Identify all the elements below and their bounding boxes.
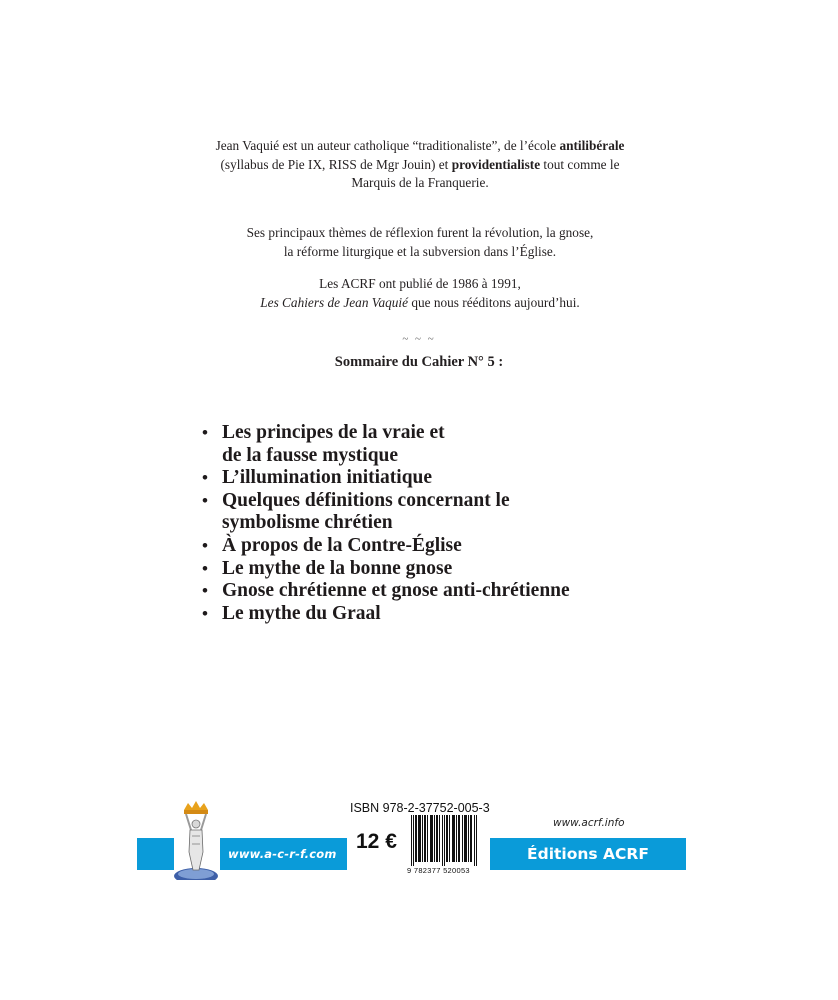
- toc-item-text: de la fausse mystique: [222, 444, 399, 466]
- publisher-name: Éditions ACRF: [527, 845, 649, 863]
- toc-item-text: À propos de la Contre-Église: [222, 534, 462, 556]
- bold-providentialiste: providentialiste: [451, 156, 541, 172]
- toc-item: [200, 490, 680, 535]
- toc-item-text: Les principes de la vraie et: [222, 422, 445, 443]
- toc-item-text: Gnose chrétienne et gnose anti-chrétienne: [222, 580, 570, 602]
- toc-item: [200, 535, 680, 558]
- publication-line: que nous rééditons aujourd’hui.: [408, 294, 580, 310]
- blue-bar-left: [137, 838, 174, 870]
- publication-line: Les ACRF ont publié de 1986 à 1991,: [319, 276, 521, 291]
- intro-text: Marquis de la Franquerie.: [351, 175, 489, 190]
- toc-item-text: Le mythe du Graal: [222, 602, 381, 624]
- toc-item-text: Quelques définitions concernant le: [222, 489, 510, 511]
- intro-text: tout comme le: [540, 156, 620, 172]
- book-series-title: Les Cahiers de Jean Vaquié: [260, 294, 408, 310]
- bullet-icon: •: [202, 581, 208, 601]
- intro-paragraph-publication: [170, 275, 670, 312]
- themes-line: Ses principaux thèmes de réflexion furent la révolution, la gnose,: [246, 225, 594, 240]
- price: 12 €: [356, 830, 397, 853]
- summary-heading: Sommaire du Cahier N° 5 :: [334, 354, 504, 370]
- table-of-contents: [200, 422, 680, 625]
- toc-item: [200, 422, 680, 467]
- toc-item-text: L’illumination initiatique: [222, 467, 433, 489]
- toc-item: [200, 580, 680, 603]
- joan-of-arc-logo-icon: [172, 800, 220, 880]
- toc-item: [200, 603, 680, 626]
- bullet-icon: •: [202, 468, 208, 488]
- isbn: ISBN 978-2-37752-005-3: [350, 801, 490, 815]
- bullet-icon: •: [202, 558, 208, 578]
- barcode-icon: [411, 815, 477, 866]
- intro-text: Jean Vaquié est un auteur catholique “traditionaliste”, de l’école: [215, 138, 560, 153]
- bullet-icon: •: [202, 535, 208, 555]
- publisher-banner: [490, 838, 686, 870]
- toc-item-text: Le mythe de la bonne gnose: [222, 557, 453, 579]
- intro-paragraph-themes: [170, 224, 670, 261]
- bullet-icon: •: [202, 423, 208, 442]
- toc-item-text: symbolisme chrétien: [222, 512, 393, 534]
- bold-antiliberale: antilibérale: [559, 138, 625, 153]
- separator: ~ ~ ~: [402, 333, 436, 345]
- website-url-right[interactable]: www.acrf.info: [553, 817, 625, 829]
- toc-item: [200, 467, 680, 490]
- bullet-icon: •: [202, 603, 208, 623]
- website-url-left[interactable]: www.a-c-r-f.com: [228, 847, 337, 861]
- intro-paragraph-author: [170, 137, 670, 193]
- themes-line: la réforme liturgique et la subversion dans l’Église.: [283, 243, 557, 259]
- intro-text: (syllabus de Pie IX, RISS de Mgr Jouin) et: [220, 156, 452, 172]
- barcode-number: 9 782377 520053: [407, 866, 470, 875]
- toc-item: [200, 558, 680, 581]
- bullet-icon: •: [202, 490, 208, 510]
- website-link-banner[interactable]: [220, 838, 347, 870]
